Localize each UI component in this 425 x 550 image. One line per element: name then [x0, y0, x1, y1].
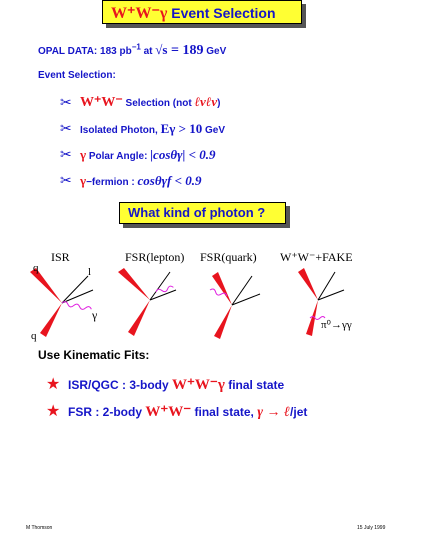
fsr-lepton-diagram: [118, 268, 176, 336]
label-q-bottom: q: [31, 330, 37, 342]
criterion-3-math2: |cosθγ| < 0.9: [150, 147, 216, 162]
title-ww: W⁺W⁻γ: [111, 5, 168, 22]
kinematic-heading: Use Kinematic Fits:: [38, 348, 150, 362]
label-l: l: [88, 266, 92, 278]
criterion-1-math2: ℓνℓν: [194, 94, 218, 109]
jet-cone: [306, 300, 318, 336]
data-mid: at: [140, 46, 156, 57]
fit-2-math2: γ → ℓ: [257, 405, 291, 420]
data-eq: = 189: [167, 43, 204, 58]
criterion-4-math: γ: [80, 173, 87, 188]
fit-1-math: W⁺W⁻γ: [172, 377, 225, 393]
jet-cone: [40, 303, 62, 337]
process-label-fsr-lepton: FSR(lepton): [125, 250, 185, 264]
data-exp: −1: [131, 42, 141, 52]
scissors-icon: ✂: [60, 146, 72, 162]
criterion-1-math: W⁺W⁻: [80, 95, 123, 110]
data-sqrt: √s: [155, 42, 168, 57]
photon-line: [62, 301, 92, 311]
data-prefix: OPAL DATA: 183 pb: [38, 46, 132, 57]
label-pi0: π⁰→γγ: [321, 319, 352, 331]
criterion-2-text2: GeV: [202, 125, 226, 136]
footer-date: 15 July 1999: [357, 525, 386, 531]
scissors-icon: ✂: [60, 172, 72, 188]
scissors-icon: ✂: [60, 94, 72, 110]
data-unit: GeV: [203, 46, 227, 57]
photon-line: [155, 285, 173, 294]
fit-2-prefix: FSR : 2-body: [68, 405, 146, 419]
isr-diagram: [30, 268, 93, 337]
lepton-track: [318, 272, 335, 300]
criterion-2-text: Isolated Photon,: [80, 125, 161, 136]
fit-2-suffix2: /jet: [290, 405, 308, 419]
star-icon: ★: [46, 376, 61, 393]
jet-cone: [212, 272, 232, 305]
fit-2-suffix: final state,: [191, 405, 258, 419]
criterion-2-math: Eγ > 10: [160, 121, 203, 136]
process-label-fake: W⁺W⁻+FAKE: [280, 250, 353, 264]
fit-1-prefix: ISR/QGC : 3-body: [68, 378, 173, 392]
footer-author: M Thomson: [26, 525, 53, 531]
fit-1-suffix: final state: [224, 378, 285, 392]
question-text: What kind of photon ?: [128, 205, 266, 220]
label-gamma: γ: [92, 308, 98, 322]
neutrino-track: [318, 290, 344, 300]
criterion-4-math2: cosθγf < 0.9: [137, 173, 202, 188]
criterion-1-text2: ): [217, 98, 221, 109]
fit-2-math: W⁺W⁻: [145, 404, 192, 420]
process-label-isr: ISR: [51, 250, 70, 264]
process-label-fsr-quark: FSR(quark): [200, 250, 257, 264]
criterion-1-text: Selection (not: [122, 98, 195, 109]
fit-2: [68, 402, 307, 421]
criterion-4-text: −fermion :: [86, 177, 138, 188]
jet-cone: [128, 300, 150, 336]
star-icon: ★: [46, 403, 61, 420]
title-text: Event Selection: [171, 5, 276, 21]
jet-cone: [298, 268, 318, 300]
criterion-3-text: Polar Angle:: [86, 151, 151, 162]
selection-heading: Event Selection:: [38, 70, 116, 81]
neutrino-track: [62, 290, 93, 303]
label-q-top: q: [33, 262, 39, 274]
jet-cone: [118, 268, 150, 300]
lepton-track: [62, 276, 88, 303]
scissors-icon: ✂: [60, 120, 72, 136]
jet-cone: [214, 305, 232, 339]
criterion-3-math: γ: [80, 147, 87, 162]
fit-1: [68, 375, 284, 394]
fsr-quark-diagram: [209, 272, 260, 339]
